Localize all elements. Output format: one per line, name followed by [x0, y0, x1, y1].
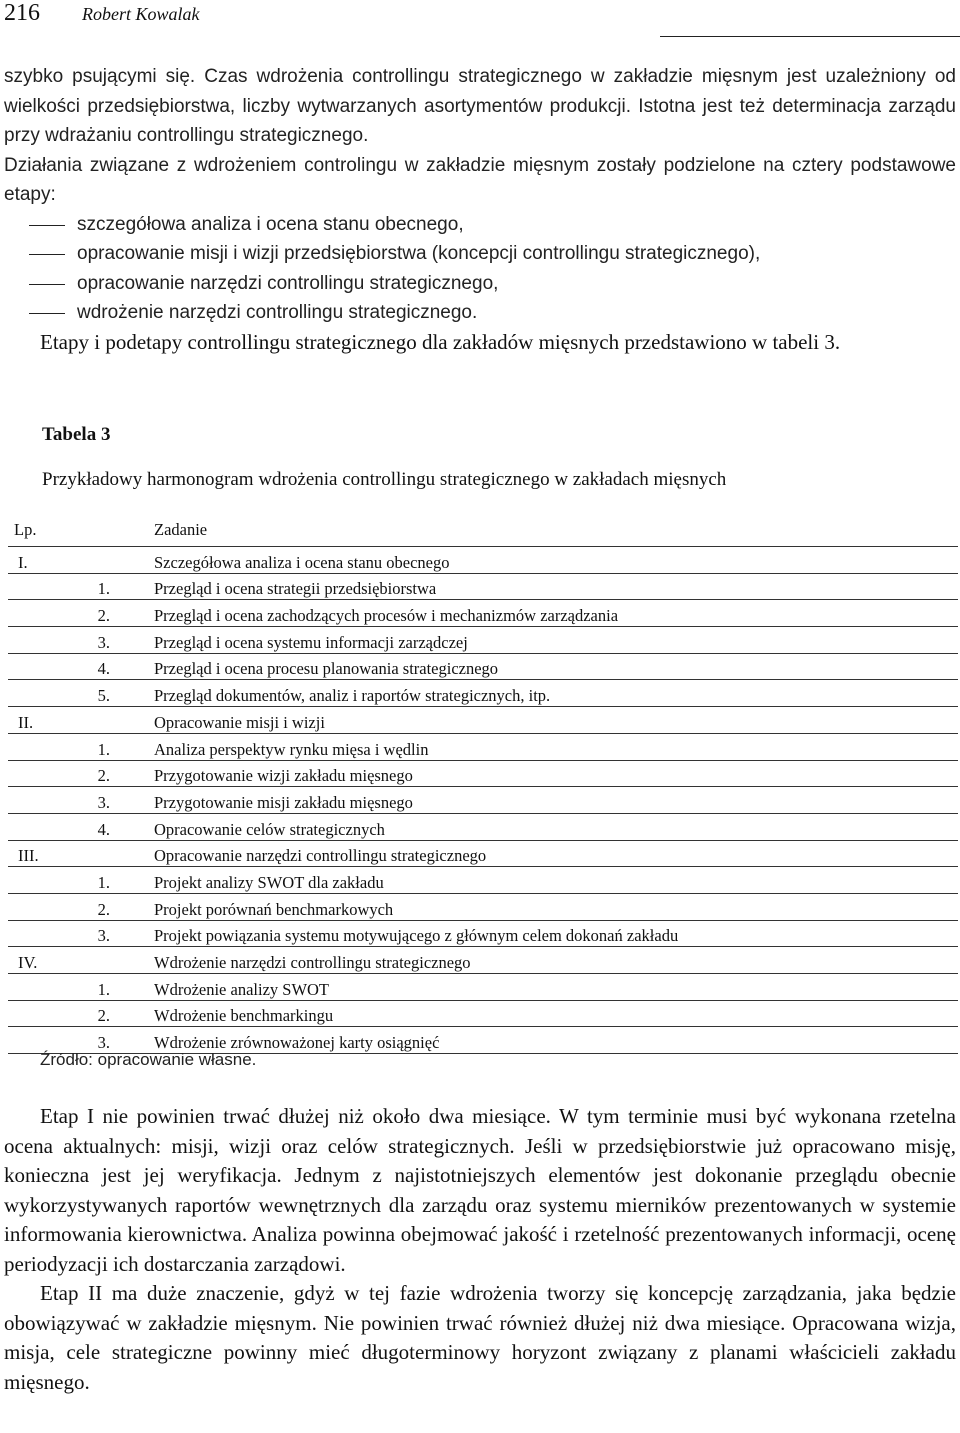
table-row: [8, 787, 958, 814]
table-row: [8, 627, 958, 654]
table-row: [8, 733, 958, 760]
table-cell-task: Przygotowanie wizji zakładu mięsnego: [154, 760, 958, 787]
table-cell-task: Przegląd i ocena zachodzących procesów i mechanizmów zarządzania: [154, 600, 958, 627]
schedule-table: [8, 514, 958, 1054]
table-cell-lp: 1.: [8, 974, 154, 1001]
list-item: wdrożenie narzędzi controllingu strategicznego.: [4, 298, 956, 328]
table-row: [8, 974, 958, 1001]
table-cell-lp: IV.: [8, 947, 154, 974]
table-cell-task: Przegląd i ocena procesu planowania strategicznego: [154, 653, 958, 680]
table-cell-lp: 4.: [8, 813, 154, 840]
list-item: opracowanie narzędzi controllingu strategicznego,: [4, 269, 956, 299]
list-item: szczegółowa analiza i ocena stanu obecnego,: [4, 210, 956, 240]
table-cell-lp: 3.: [8, 787, 154, 814]
column-header-lp: Lp.: [8, 514, 154, 547]
table-source: Źródło: opracowanie własne.: [40, 1050, 257, 1069]
closing-paragraph-1: Etap I nie powinien trwać dłużej niż około dwa miesiące. W tym terminie musi być wykonana rzetelna ocena aktualnych: misji, wizji oraz celów strategicznych. Jeśli w przedsiębiorstwie już opracowano misję, konieczna jest jej weryfikacja. Jednym z najistotniejszych elementów jest dokonanie przeglądu obecnie wykorzystywanych raportów wewnętrznych dla zarządu oraz systemu mierników prezentowanych w systemie informowania kierownictwa. Analiza powinna obejmować jakość i rzetelność prezentowanych informacji, ocenę periodyzacji ich dostarczania zarządowi.: [4, 1104, 956, 1276]
table-cell-lp: 2.: [8, 1000, 154, 1027]
table-cell-lp: 2.: [8, 600, 154, 627]
column-header-task: Zadanie: [154, 514, 958, 547]
intro-section: [4, 62, 956, 357]
table-row: [8, 947, 958, 974]
table-cell-lp: 3.: [8, 627, 154, 654]
table-body: [8, 547, 958, 1054]
table-cell-lp: 1.: [8, 867, 154, 894]
table-cell-task: Szczegółowa analiza i ocena stanu obecnego: [154, 547, 958, 574]
intro-paragraph-3: Etapy i podetapy controllingu strategicznego dla zakładów mięsnych przedstawiono w tabeli 3.: [40, 329, 841, 354]
table-cell-task: Wdrożenie zrównoważonej karty osiągnięć: [154, 1027, 958, 1054]
table-cell-lp: I.: [8, 547, 154, 574]
table-cell-lp: 3.: [8, 920, 154, 947]
page-number: 216: [4, 0, 40, 26]
table-cell-task: Projekt powiązania systemu motywującego z głównym celem dokonań zakładu: [154, 920, 958, 947]
table-cell-lp: 1.: [8, 733, 154, 760]
table-row: [8, 573, 958, 600]
table-cell-task: Projekt porównań benchmarkowych: [154, 893, 958, 920]
table-label: Tabela 3: [42, 424, 111, 445]
table-cell-task: Przegląd i ocena strategii przedsiębiorstwa: [154, 573, 958, 600]
table-cell-task: Opracowanie celów strategicznych: [154, 813, 958, 840]
table-cell-task: Projekt analizy SWOT dla zakładu: [154, 867, 958, 894]
table-row: [8, 547, 958, 574]
running-head: Robert Kowalak: [82, 4, 200, 24]
table-cell-lp: 1.: [8, 573, 154, 600]
table-row: [8, 893, 958, 920]
intro-paragraph-1: szybko psującymi się. Czas wdrożenia controllingu strategicznego w zakładzie mięsnym jest uzależniony od wielkości przedsiębiorstwa, liczby wytwarzanych asortymentów produkcji. Istotna jest też determinacja zarządu przy wdrażaniu controllingu strategicznego.: [4, 66, 956, 146]
header-rule: [660, 36, 960, 37]
table-row: [8, 867, 958, 894]
closing-paragraph-2: Etap II ma duże znaczenie, gdyż w tej fazie wdrożenia tworzy się koncepcję zarządzania, jaka będzie obowiązywać w zakładzie mięsnym. Nie powinien trwać również dłużej niż dwa miesiące. Opracowana wizja, misja, cele strategiczne powinny mieć długoterminowy horyzont związany z planami właścicieli zakładu mięsnego.: [4, 1281, 956, 1394]
closing-section: [4, 1102, 956, 1397]
table-cell-task: Opracowanie narzędzi controllingu strategicznego: [154, 840, 958, 867]
table-cell-lp: 5.: [8, 680, 154, 707]
table-header-row: [8, 514, 958, 547]
table-row: [8, 680, 958, 707]
table-cell-lp: 4.: [8, 653, 154, 680]
page-header: [4, 0, 956, 38]
stages-list: [4, 210, 956, 328]
table-row: [8, 840, 958, 867]
table-cell-task: Przegląd dokumentów, analiz i raportów strategicznych, itp.: [154, 680, 958, 707]
table-cell-task: Przygotowanie misji zakładu mięsnego: [154, 787, 958, 814]
table-row: [8, 707, 958, 734]
table-row: [8, 813, 958, 840]
table-row: [8, 600, 958, 627]
table-row: [8, 653, 958, 680]
table-cell-task: Analiza perspektyw rynku mięsa i wędlin: [154, 733, 958, 760]
table-cell-lp: 3.: [8, 1027, 154, 1054]
table-row: [8, 1000, 958, 1027]
intro-paragraph-2: Działania związane z wdrożeniem controlingu w zakładzie mięsnym zostały podzielone na cztery podstawowe etapy:: [4, 154, 956, 205]
table-cell-task: Wdrożenie narzędzi controllingu strategicznego: [154, 947, 958, 974]
table-cell-lp: II.: [8, 707, 154, 734]
table-cell-task: Przegląd i ocena systemu informacji zarządczej: [154, 627, 958, 654]
list-item: opracowanie misji i wizji przedsiębiorstwa (koncepcji controllingu strategicznego),: [4, 239, 956, 269]
table-cell-task: Opracowanie misji i wizji: [154, 707, 958, 734]
table-row: [8, 920, 958, 947]
table-cell-task: Wdrożenie analizy SWOT: [154, 974, 958, 1001]
table-row: [8, 760, 958, 787]
table-caption: Przykładowy harmonogram wdrożenia controllingu strategicznego w zakładach mięsnych: [42, 469, 727, 490]
table-cell-lp: III.: [8, 840, 154, 867]
table-cell-lp: 2.: [8, 893, 154, 920]
table-cell-task: Wdrożenie benchmarkingu: [154, 1000, 958, 1027]
table-cell-lp: 2.: [8, 760, 154, 787]
